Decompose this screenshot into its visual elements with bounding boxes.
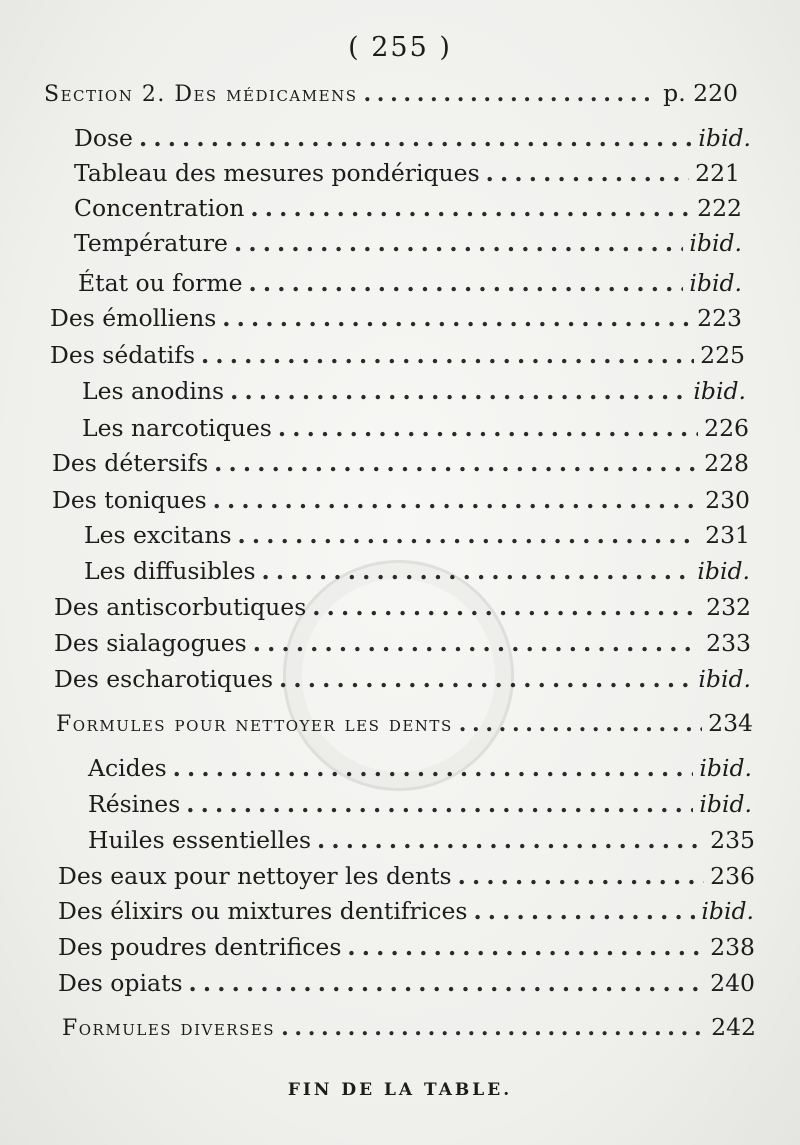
toc-leader-dots [262, 556, 692, 586]
toc-leader-dots [347, 932, 704, 962]
toc-entry [58, 861, 755, 891]
toc-leader-dots [238, 520, 700, 550]
toc-entry [74, 193, 742, 223]
toc-entry [56, 708, 753, 740]
toc-entry [54, 664, 751, 694]
toc-entry-label: Résines [88, 790, 181, 818]
toc-entry-page: 236 [710, 862, 755, 890]
toc-entry-label: Des poudres dentrifices [58, 933, 342, 961]
toc-leader-dots [281, 1013, 705, 1043]
toc-entry [74, 123, 751, 153]
toc-entry [58, 932, 755, 962]
toc-entry-page: ibid. [689, 229, 742, 257]
toc-entry-page: 230 [705, 486, 750, 514]
toc-entry [58, 968, 755, 998]
toc-entry-page: 232 [706, 593, 751, 621]
toc-entry [78, 268, 742, 298]
toc-entry-label: Des détersifs [52, 449, 209, 477]
toc-entry [88, 789, 752, 819]
toc-entry-label: État ou forme [78, 269, 243, 297]
toc-entry-label: Les narcotiques [82, 414, 272, 442]
toc-entry-page: 226 [704, 414, 749, 442]
page-number: ( 255 ) [348, 32, 452, 63]
toc-entry-label: Huiles essentielles [88, 826, 312, 854]
toc-entry-page: 221 [695, 159, 740, 187]
toc-entry-label: Des escharotiques [54, 665, 274, 693]
toc-entry [82, 376, 746, 406]
toc-leader-dots [317, 825, 704, 855]
toc-entry-page: ibid. [699, 790, 752, 818]
toc-leader-dots [214, 448, 698, 478]
toc-entry-page: 222 [697, 194, 742, 222]
toc-entry-page: ibid. [697, 557, 750, 585]
toc-entry-page: ibid. [693, 377, 746, 405]
toc-entry [52, 448, 749, 478]
toc-entry-page: 235 [710, 826, 755, 854]
toc-entry [82, 413, 749, 443]
toc-leader-dots [458, 861, 705, 891]
toc-entry [54, 592, 751, 622]
toc-entry-label: Tableau des mesures pondériques [74, 159, 480, 187]
toc-entry-label: Des eaux pour nettoyer les dents [58, 862, 452, 890]
toc-leader-dots [253, 628, 700, 658]
toc-entry-label: Des opiats [58, 969, 183, 997]
toc-leader-dots [222, 303, 691, 333]
toc-entry-label: Acides [88, 754, 167, 782]
toc-entry [74, 158, 740, 188]
toc-leader-dots [139, 123, 692, 153]
toc-entry-label: Concentration [74, 194, 245, 222]
toc-entry-page: 223 [697, 304, 742, 332]
toc-leader-dots [249, 268, 684, 298]
toc-entry-label: Des sédatifs [50, 341, 196, 369]
toc-leader-dots [213, 485, 699, 515]
toc-entry-label: Des élixirs ou mixtures dentifrices [58, 897, 468, 925]
toc-entry [84, 520, 750, 550]
toc-entry-page: 240 [710, 969, 755, 997]
toc-entry [88, 825, 755, 855]
toc-entry-label: Température [74, 229, 228, 257]
toc-leader-dots [279, 664, 692, 694]
toc-entry-page: 238 [710, 933, 755, 961]
toc-leader-dots [278, 413, 698, 443]
toc-leader-dots [189, 968, 705, 998]
toc-entry-page: 234 [708, 709, 753, 737]
toc-entry [44, 78, 738, 110]
toc-entry [62, 1012, 756, 1044]
toc-entry-page: 225 [700, 341, 745, 369]
toc-entry-page: 233 [706, 629, 751, 657]
toc-leader-dots [186, 789, 693, 819]
toc-entry [52, 485, 750, 515]
toc-entry-page: ibid. [699, 754, 752, 782]
toc-leader-dots [234, 228, 683, 258]
toc-entry-page: ibid. [698, 124, 751, 152]
toc-leader-dots [473, 896, 695, 926]
toc-leader-dots [363, 79, 657, 109]
toc-leader-dots [173, 753, 694, 783]
toc-entry [58, 896, 754, 926]
toc-entry-page: p. 220 [663, 79, 738, 107]
toc-entry [54, 628, 751, 658]
toc-entry-label: Les anodins [82, 377, 225, 405]
toc-entry-label: Des émolliens [50, 304, 217, 332]
toc-entry-label: Des toniques [52, 486, 207, 514]
toc-entry-page: ibid. [689, 269, 742, 297]
toc-entry-page: ibid. [701, 897, 754, 925]
toc-entry [88, 753, 752, 783]
toc-entry-label: Des sialagogues [54, 629, 247, 657]
toc-leader-dots [201, 340, 694, 370]
end-of-table-note: FIN DE LA TABLE. [287, 1080, 513, 1100]
toc-entry [50, 340, 745, 370]
toc-entry-label: Les diffusibles [84, 557, 256, 585]
toc-leader-dots [230, 376, 687, 406]
toc-entry-page: 228 [704, 449, 749, 477]
toc-entry-page: ibid. [698, 665, 751, 693]
toc-entry-label: Section 2. Des médicamens [44, 82, 358, 107]
toc-entry-label: Des antiscorbutiques [54, 593, 307, 621]
toc-entry-label: Dose [74, 124, 133, 152]
toc-entry [50, 303, 742, 333]
toc-entry-label: Formules diverses [62, 1016, 276, 1041]
toc-leader-dots [250, 193, 691, 223]
toc-entry-label: Les excitans [84, 521, 232, 549]
toc-entry [84, 556, 750, 586]
toc-leader-dots [459, 709, 702, 739]
toc-leader-dots [312, 592, 700, 622]
toc-leader-dots [486, 158, 689, 188]
toc-entry-page: 231 [705, 521, 750, 549]
toc-entry [74, 228, 742, 258]
toc-entry-page: 242 [711, 1013, 756, 1041]
toc-entry-label: Formules pour nettoyer les dents [56, 712, 453, 737]
